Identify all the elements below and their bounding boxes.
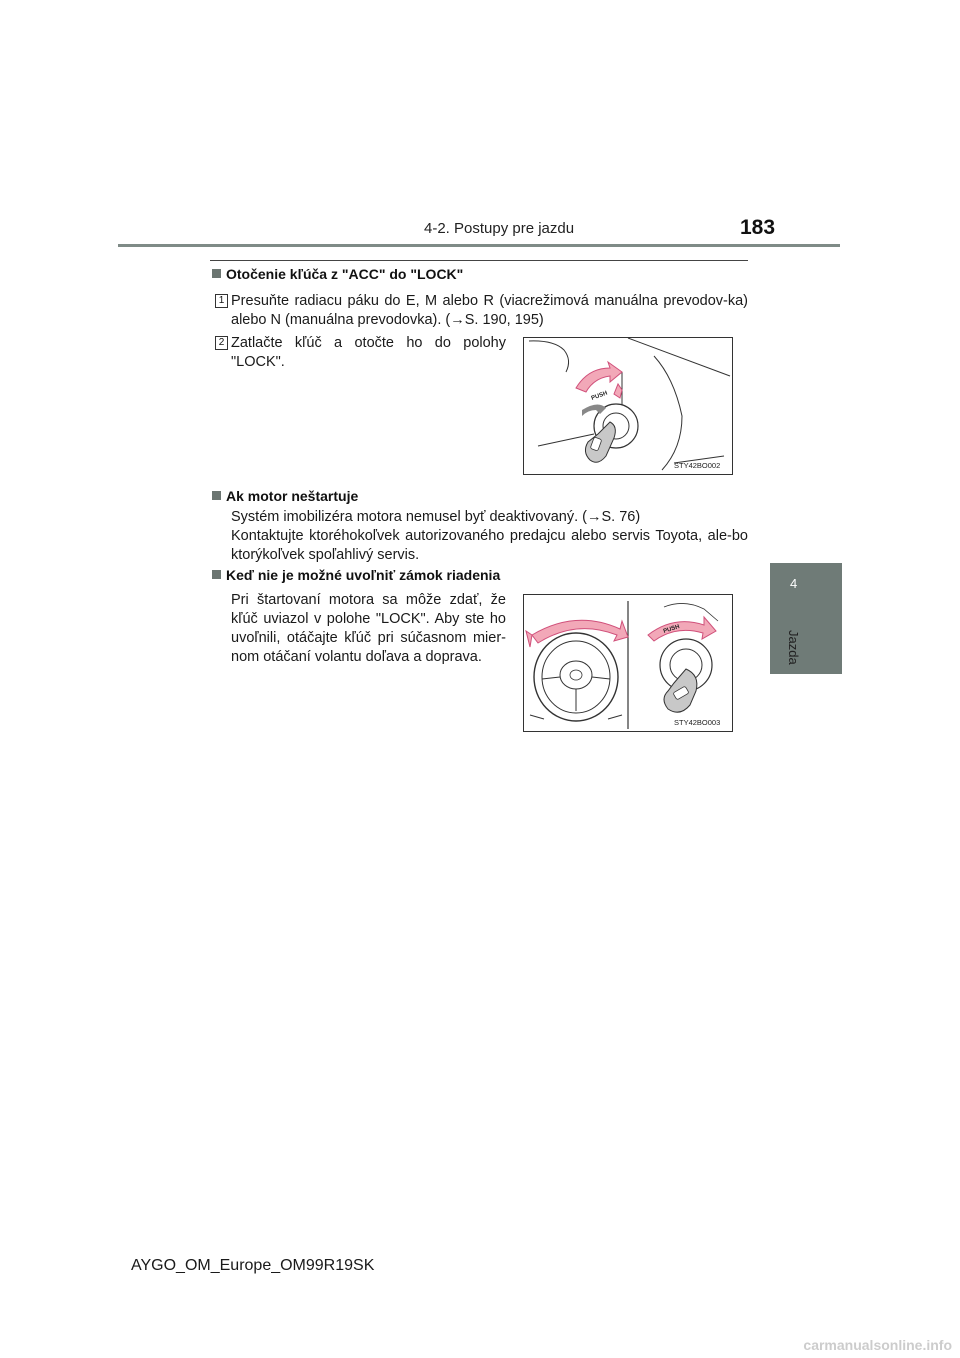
step-2-text: Zatlačte kľúč a otočte ho do polohy "LOCK".	[231, 335, 506, 370]
figure-steering-wheel-release	[523, 594, 733, 732]
watermark: carmanualsonline.info	[803, 1337, 952, 1353]
steering-wheel-illustration	[524, 595, 732, 731]
step-1-text: Presuňte radiacu páku do E, M alebo R (viacrežimová manuálna prevodov-ka) alebo N (manuálna prevodovka). (→S. 190, 195)	[231, 293, 748, 328]
step-number-1: 1	[215, 294, 228, 308]
key-cylinder-illustration	[524, 338, 732, 474]
heading-acc-to-lock: Otočenie kľúča z "ACC" do "LOCK"	[212, 266, 463, 282]
step-number-2: 2	[215, 336, 228, 350]
immobilizer-note: Systém imobilizéra motora nemusel byť deaktivovaný. (→S. 76)	[231, 509, 641, 525]
bullet-square-icon	[212, 491, 221, 500]
steering-lock-text: Pri štartovaní motora sa môže zdať, že kľúč uviazol v polohe "LOCK". Aby ste ho uvoľnili, otáčajte kľúč pri súčasnom mier-nom otáčaní volantu doľava a doprava.	[231, 592, 506, 665]
heading-steering-lock: Keď nie je možné uvoľniť zámok riadenia	[212, 567, 500, 583]
figure-code: STY42BO003	[674, 718, 721, 727]
section-divider	[210, 260, 748, 261]
figure-code: STY42BO002	[674, 461, 721, 470]
heading-engine-no-start: Ak motor neštartuje	[212, 488, 358, 504]
contact-dealer-note: Kontaktujte ktoréhokoľvek autorizovaného predajcu alebo servis Toyota, ale-bo ktorýkoľvek spoľahlivý servis.	[231, 528, 748, 563]
push-label: PUSH	[590, 390, 609, 402]
header-section-title: 4-2. Postupy pre jazdu	[424, 220, 575, 237]
chapter-number: 4	[790, 576, 798, 591]
header-rule	[118, 244, 840, 247]
page-number: 183	[740, 216, 776, 239]
chapter-tab	[770, 563, 842, 674]
bullet-square-icon	[212, 570, 221, 579]
document-id: AYGO_OM_Europe_OM99R19SK	[131, 1257, 375, 1274]
figure-key-turn-to-lock	[523, 337, 733, 475]
bullet-square-icon	[212, 269, 221, 278]
chapter-name: Jazda	[786, 630, 801, 665]
push-label: PUSH	[662, 624, 681, 635]
